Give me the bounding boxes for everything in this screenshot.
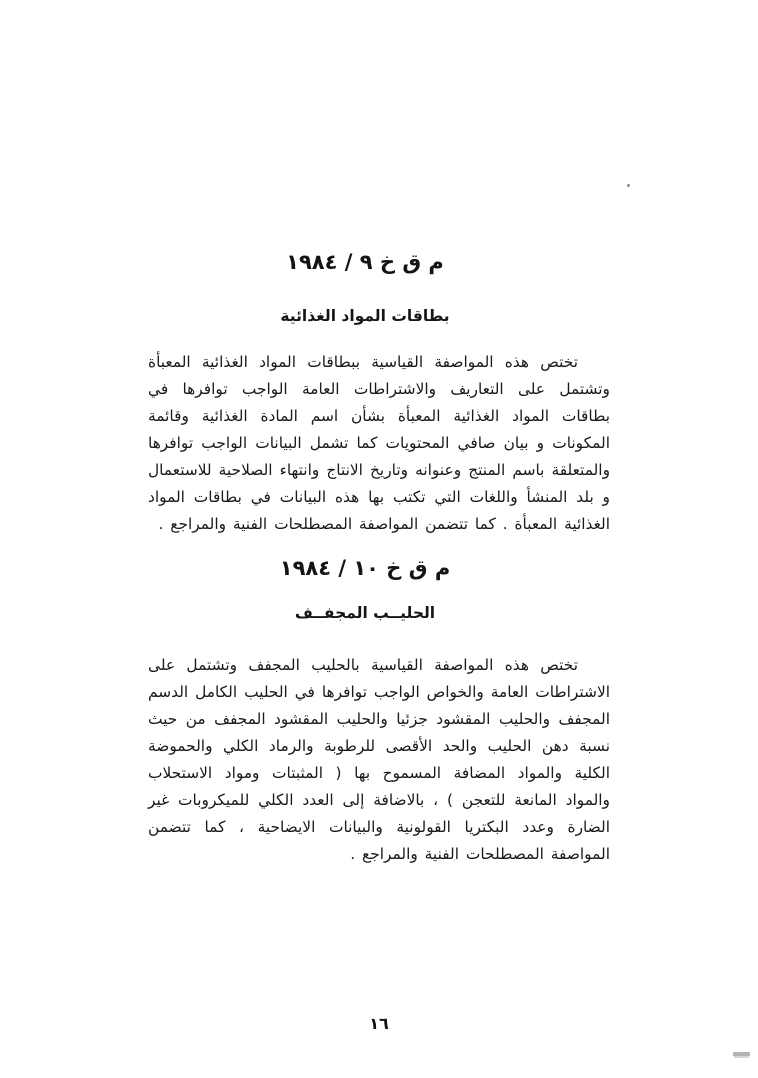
scan-artifact-smudge <box>733 1052 750 1056</box>
standard-summary-dried-milk: تختص هذه المواصفة القياسية بالحليب المجفف وتشتمل على الاشتراطات العامة والخواص الواجب توافرها في الحليب الكامل الدسم المجفف والحليب المقشود جزئيا والحليب المقشود المجفف من حيث نسبة دهن الحليب والحد الأقصى للرطوبة والرماد الكلي والحموضة الكلية والمواد المضافة المسموح بها ( المثبتات ومواد الاستحلاب والمواد المانعة للتعجن ) ، بالاضافة إلى العدد الكلي للميكروبات غير الضارة وعدد البكتريا القولونية والبيانات الايضاحية ، كما تتضمن المواصفة المصطلحات الفنية والمراجع . <box>148 656 610 863</box>
standard-code-10-1984: م ق خ ١٠ / ١٩٨٤ <box>279 556 451 580</box>
page-number: ١٦ <box>369 1014 389 1033</box>
standard-code-9-1984: م ق خ ٩ / ١٩٨٤ <box>286 250 444 274</box>
standard-summary-food-labels: تختص هذه المواصفة القياسية ببطاقات المواد الغذائية المعبأة وتشتمل على التعاريف والاشتراطات العامة الواجب توافرها في بطاقات المواد الغذائية المعبأة بشأن اسم المادة الغذائية وقائمة المكونات و بيان صافي المحتويات كما تشمل البيانات الواجب توافرها والمتعلقة باسم المنتج وعنوانه وتاريخ الانتاج وانتهاء الصلاحية للاستعمال و بلد المنشأ واللغات التي تكتب بها هذه البيانات في بطاقات المواد الغذائية المعبأة . كما تتضمن المواصفة المصطلحات الفنية والمراجع . <box>148 353 610 533</box>
standard-title-dried-milk: الحليــب المجفــف <box>294 604 436 622</box>
standard-title-food-labels: بطاقات المواد الغذائية <box>280 307 450 325</box>
scan-artifact-dot <box>627 184 630 187</box>
